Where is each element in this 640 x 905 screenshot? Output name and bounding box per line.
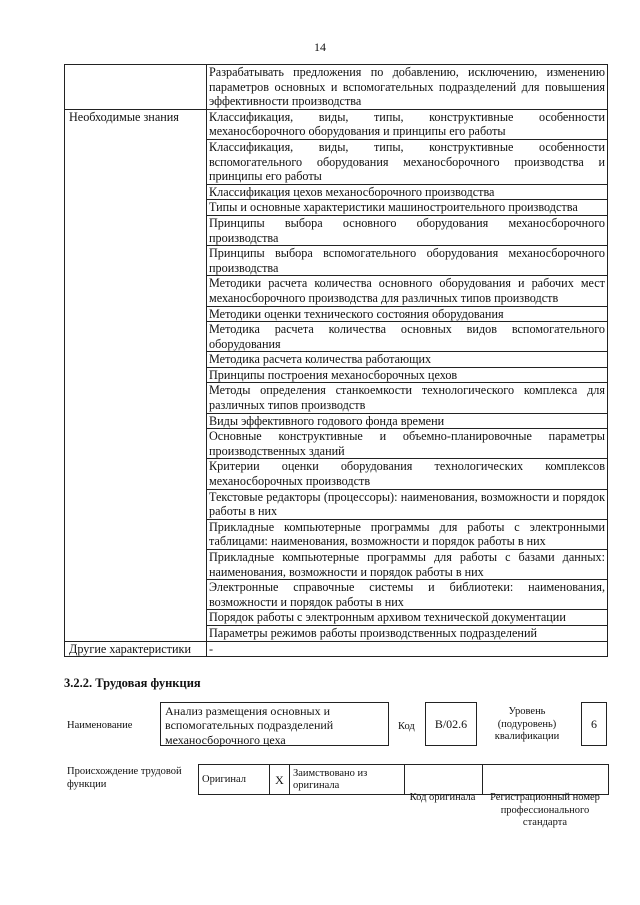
knowledge-item: Параметры режимов работы производственных подразделений <box>207 625 608 641</box>
knowledge-item: Текстовые редакторы (процессоры): наименования, возможности и порядок работы в них <box>207 489 608 519</box>
empty-label-cell <box>65 65 207 110</box>
original-label-cell: Оригинал <box>199 765 270 795</box>
knowledge-item: Классификация, виды, типы, конструктивные особенности вспомогательного оборудования механосборочного производства и принципы его работы <box>207 139 608 184</box>
function-name-box: Анализ размещения основных и вспомогательных подразделений механосборочного цеха <box>160 702 389 746</box>
origin-code-caption: Код оригинала <box>409 792 476 803</box>
borrowed-label-cell: Заимствовано из оригинала <box>290 765 405 795</box>
knowledge-item: Электронные справочные системы и библиотеки: наименования, возможности и порядок работы в них <box>207 580 608 610</box>
knowledge-item: Основные конструктивные и объемно-планировочные параметры производственных зданий <box>207 429 608 459</box>
table-row <box>65 641 608 657</box>
knowledge-item: Методики оценки технического состояния оборудования <box>207 306 608 322</box>
other-label: Другие характеристики <box>65 641 207 657</box>
knowledge-item: Методики расчета количества основного оборудования и рабочих мест механосборочного производства для различных типов производств <box>207 276 608 306</box>
knowledge-table <box>64 64 608 657</box>
origin-label: Происхождение трудовой функции <box>67 766 182 790</box>
knowledge-item: Принципы выбора основного оборудования механосборочного производства <box>207 215 608 245</box>
knowledge-item: Прикладные компьютерные программы для работы с электронными таблицами: наименования, возможности и порядок работы в них <box>207 519 608 549</box>
original-mark-cell: X <box>270 765 290 795</box>
origin-table <box>198 764 609 795</box>
qualification-level-label: Уровень (подуровень) квалификации <box>494 706 560 742</box>
knowledge-item: Методы определения станкоемкости технологического комплекса для различных типов производств <box>207 383 608 413</box>
function-code-box: B/02.6 <box>425 702 477 746</box>
qualification-level-box: 6 <box>581 702 607 746</box>
knowledge-item: Порядок работы с электронным архивом технической документации <box>207 610 608 626</box>
name-label: Наименование <box>67 720 133 731</box>
knowledge-item: Принципы построения механосборочных цехов <box>207 367 608 383</box>
knowledge-item: Методика расчета количества работающих <box>207 352 608 368</box>
reg-number-cell <box>483 765 609 795</box>
table-row <box>65 109 608 139</box>
knowledge-item: Критерии оценки оборудования технологических комплексов механосборочных производств <box>207 459 608 489</box>
page-number: 14 <box>314 40 326 54</box>
knowledge-item: Принципы выбора вспомогательного оборудования механосборочного производства <box>207 246 608 276</box>
knowledge-item: Классификация, виды, типы, конструктивные особенности механосборочного оборудования и принципы его работы <box>207 109 608 139</box>
other-value: - <box>207 641 608 657</box>
section-title: 3.2.2. Трудовая функция <box>64 676 201 690</box>
table-row <box>65 65 608 110</box>
knowledge-item: Классификация цехов механосборочного производства <box>207 184 608 200</box>
knowledge-item: Методика расчета количества основных видов вспомогательного оборудования <box>207 322 608 352</box>
knowledge-item: Виды эффективного годового фонда времени <box>207 413 608 429</box>
knowledge-item: Типы и основные характеристики машиностроительного производства <box>207 200 608 216</box>
origin-code-cell <box>405 765 483 795</box>
knowledge-label: Необходимые знания <box>65 109 207 641</box>
reg-number-caption: Регистрационный номер профессионального стандарта <box>490 792 600 828</box>
table-cell: Разрабатывать предложения по добавлению, исключению, изменению параметров основных и вспомогательных подразделений для повышения эффективности производства <box>207 65 608 110</box>
code-label: Код <box>398 721 415 732</box>
knowledge-item: Прикладные компьютерные программы для работы с базами данных: наименования, возможности и порядок работы в них <box>207 550 608 580</box>
